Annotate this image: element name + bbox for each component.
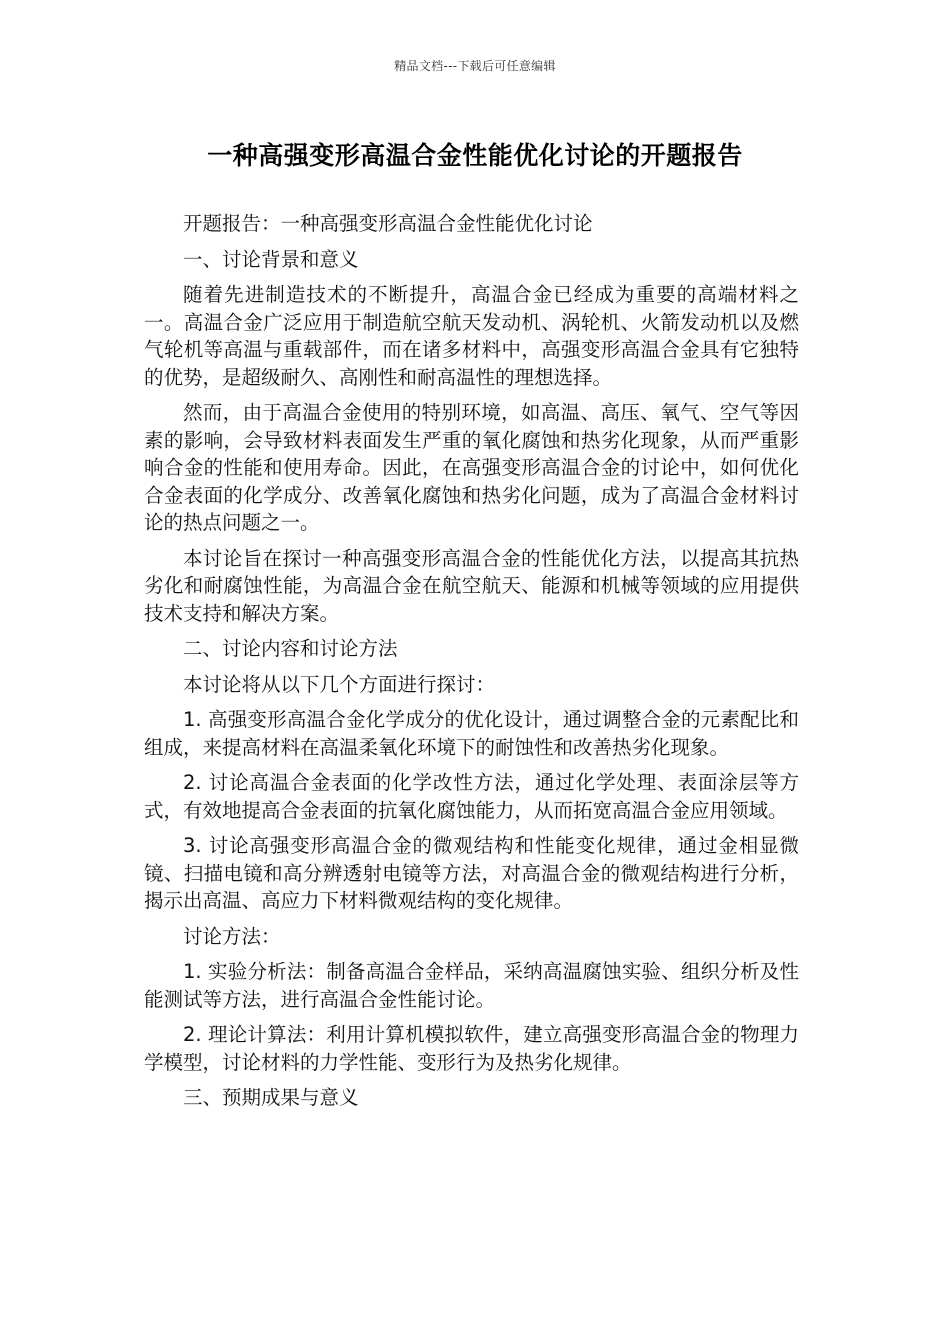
paragraph-background-3: 本讨论旨在探讨一种高强变形高温合金的性能优化方法，以提高其抗热劣化和耐腐蚀性能，为高温合金在航空航天、能源和机械等领域的应用提供技术支持和解决方案。: [144, 546, 799, 625]
report-subtitle: 开题报告：一种高强变形高温合金性能优化讨论: [183, 212, 593, 235]
document-title: 一种高强变形高温合金性能优化讨论的开题报告: [207, 141, 743, 170]
paragraph-background-1: 随着先进制造技术的不断提升，高温合金已经成为重要的高端材料之一。高温合金广泛应用于制造航空航天发动机、涡轮机、火箭发动机以及燃气轮机等高温与重载部件，而在诸多材料中，高强变形高温合金具有它独特的优势，是超级耐久、高刚性和耐高温性的理想选择。: [144, 283, 799, 389]
list-item-content-1: 1. 高强变形高温合金化学成分的优化设计，通过调整合金的元素配比和组成，来提高材料在高温柔氧化环境下的耐蚀性和改善热劣化现象。: [144, 708, 799, 759]
list-item-content-3: 3. 讨论高强变形高温合金的微观结构和性能变化规律，通过金相显微镜、扫描电镜和高分辨透射电镜等方法，对高温合金的微观结构进行分析，揭示出高温、高应力下材料微观结构的变化规律。: [144, 834, 799, 912]
section-heading-outcomes: 三、预期成果与意义: [183, 1086, 359, 1109]
list-item-content-2: 2. 讨论高温合金表面的化学改性方法，通过化学处理、表面涂层等方式，有效地提高合金表面的抗氧化腐蚀能力，从而拓宽高温合金应用领域。: [144, 771, 799, 822]
paragraph-background-2: 然而，由于高温合金使用的特别环境，如高温、高压、氧气、空气等因素的影响，会导致材料表面发生严重的氧化腐蚀和热劣化现象，从而严重影响合金的性能和使用寿命。因此，在高强变形高温合金的讨论中，如何优化合金表面的化学成分、改善氧化腐蚀和热劣化问题，成为了高温合金材料讨论的热点问题之一。: [144, 401, 799, 534]
section-heading-content: 二、讨论内容和讨论方法: [183, 637, 398, 660]
list-item-method-2: 2. 理论计算法：利用计算机模拟软件，建立高强变形高温合金的物理力学模型，讨论材料的力学性能、变形行为及热劣化规律。: [144, 1023, 799, 1074]
methods-label: 讨论方法：: [183, 924, 281, 948]
document-body: [144, 210, 799, 1120]
section-heading-background: 一、讨论背景和意义: [183, 247, 359, 271]
paragraph-content-intro: 本讨论将从以下几个方面进行探讨：: [183, 672, 496, 696]
list-item-method-1: 1. 实验分析法：制备高温合金样品，采纳高温腐蚀实验、组织分析及性能测试等方法，进行高温合金性能讨论。: [144, 960, 799, 1011]
header-note: 精品文档---下载后可任意编辑: [394, 59, 556, 73]
